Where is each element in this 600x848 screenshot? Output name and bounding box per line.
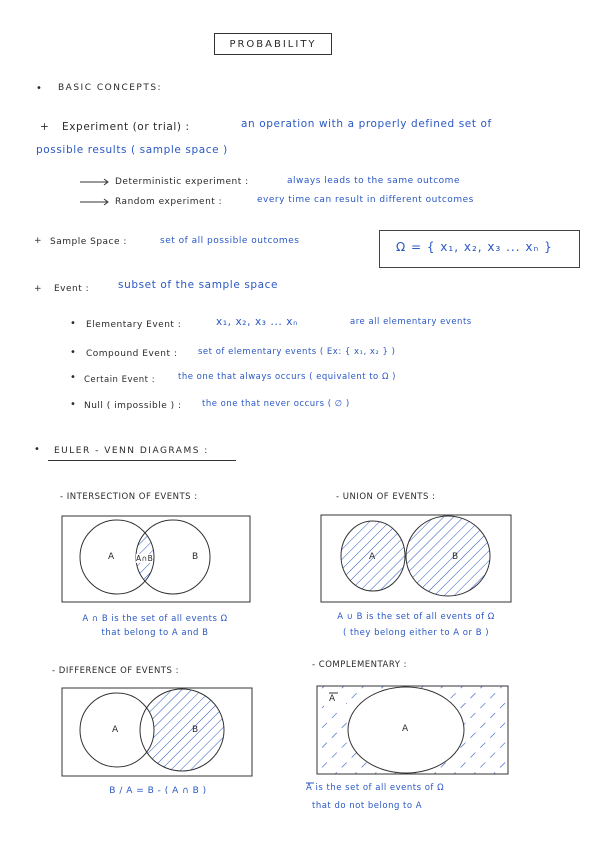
union-caption-1: A ∪ B is the set of all events of Ω xyxy=(337,612,495,622)
complement-label-a: A xyxy=(402,724,409,734)
omega-formula: Ω = { x₁, x₂, x₃ ... xₙ } xyxy=(396,240,553,254)
elementary-event-formula: x₁, x₂, x₃ ... xₙ xyxy=(216,316,298,328)
experiment-definition-1: an operation with a properly defined set of xyxy=(241,118,492,130)
plus-bullet: + xyxy=(34,236,43,246)
bullet-dot: • xyxy=(70,372,76,383)
bullet-dot: • xyxy=(70,347,76,358)
union-title: - UNION OF EVENTS : xyxy=(336,492,436,502)
difference-diagram xyxy=(62,688,252,776)
page-title xyxy=(214,33,332,55)
complementary-title: - COMPLEMENTARY : xyxy=(312,660,407,670)
venn-heading: EULER - VENN DIAGRAMS : xyxy=(54,446,209,456)
bullet-dot: • xyxy=(34,444,40,455)
event-term: Event : xyxy=(54,284,90,294)
difference-title: - DIFFERENCE OF EVENTS : xyxy=(52,666,179,676)
arrow-icon xyxy=(80,199,108,205)
union-caption-2: ( they belong either to A or B ) xyxy=(342,628,490,638)
intersection-caption-1: A ∩ B is the set of all events Ω xyxy=(82,614,228,624)
compound-event-definition: set of elementary events ( Ex: { x₁, x₂ } ) xyxy=(198,347,396,357)
difference-label-b: B xyxy=(192,725,199,735)
bullet-dot: • xyxy=(36,83,42,94)
compound-event-term: Compound Event : xyxy=(86,349,178,359)
intersection-label-b: B xyxy=(192,552,199,562)
complementary-caption-1: A is the set of all events of Ω xyxy=(306,783,445,793)
plus-bullet: + xyxy=(40,121,50,133)
basic-concepts-heading: BASIC CONCEPTS: xyxy=(58,83,163,93)
page-title-text: PROBABILITY xyxy=(229,38,317,50)
union-label-b: B xyxy=(452,552,459,562)
certain-event-term: Certain Event : xyxy=(84,375,156,385)
null-event-term: Null ( impossible ) : xyxy=(84,401,182,411)
arrow-icon xyxy=(80,179,108,185)
bullet-dot: • xyxy=(70,318,76,329)
bullet-dot: • xyxy=(70,399,76,410)
random-definition: every time can result in different outcomes xyxy=(257,195,474,205)
union-label-a: A xyxy=(369,552,376,562)
intersection-label-ab: A∩B xyxy=(136,554,154,563)
sample-space-definition: set of all possible outcomes xyxy=(160,236,300,246)
deterministic-definition: always leads to the same outcome xyxy=(287,176,460,186)
experiment-term: Experiment (or trial) : xyxy=(62,121,190,133)
venn-heading-underline xyxy=(48,460,236,461)
complementary-diagram xyxy=(317,686,508,774)
union-diagram xyxy=(321,515,511,602)
intersection-label-a: A xyxy=(108,552,115,562)
plus-bullet: + xyxy=(34,284,43,294)
certain-event-definition: the one that always occurs ( equivalent to Ω ) xyxy=(178,372,396,382)
difference-label-a: A xyxy=(112,725,119,735)
intersection-diagram xyxy=(62,516,250,602)
null-event-definition: the one that never occurs ( ∅ ) xyxy=(202,399,350,409)
deterministic-term: Deterministic experiment : xyxy=(115,177,249,187)
complementary-caption-2: that do not belong to A xyxy=(312,801,423,811)
intersection-caption-2: that belong to A and B xyxy=(101,628,209,638)
random-term: Random experiment : xyxy=(115,197,223,207)
experiment-definition-2: possible results ( sample space ) xyxy=(36,144,228,156)
sample-space-term: Sample Space : xyxy=(50,237,127,247)
elementary-event-definition: are all elementary events xyxy=(350,317,472,327)
complement-label-abar: A xyxy=(329,694,336,704)
event-definition: subset of the sample space xyxy=(118,279,279,291)
elementary-event-term: Elementary Event : xyxy=(86,320,182,330)
intersection-title: - INTERSECTION OF EVENTS : xyxy=(60,492,198,502)
difference-caption: B / A = B - ( A ∩ B ) xyxy=(109,786,207,796)
